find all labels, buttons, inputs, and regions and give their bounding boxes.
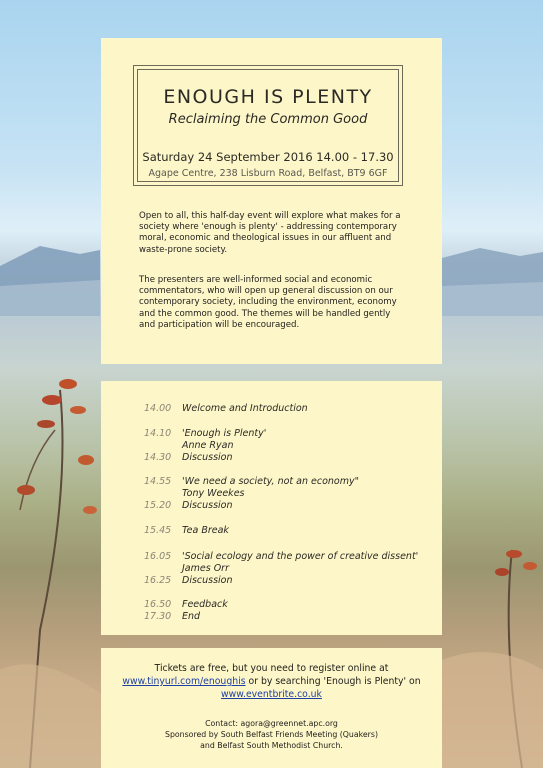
programme-time: 16.50 bbox=[144, 599, 172, 610]
programme-item bbox=[144, 476, 434, 488]
programme-text: 'Social ecology and the power of creative dissent' bbox=[182, 551, 419, 562]
programme-text: Tony Weekes bbox=[182, 488, 245, 499]
title-frame bbox=[133, 65, 403, 186]
tickets-line-2: or by searching 'Enough is Plenty' on bbox=[245, 676, 421, 687]
programme-text: Feedback bbox=[182, 599, 228, 610]
eventbrite-link[interactable]: www.eventbrite.co.uk bbox=[221, 689, 322, 700]
programme-item bbox=[144, 575, 434, 587]
programme-text: Tea Break bbox=[182, 525, 229, 536]
programme-item bbox=[144, 500, 434, 512]
event-title: ENOUGH IS PLENTY bbox=[163, 86, 373, 108]
programme-item bbox=[144, 599, 434, 611]
programme-time: 14.10 bbox=[144, 428, 172, 439]
programme-panel bbox=[101, 381, 442, 635]
programme-item bbox=[144, 428, 434, 440]
programme-text: Welcome and Introduction bbox=[182, 403, 308, 414]
programme-item bbox=[144, 452, 434, 464]
programme-time: 17.30 bbox=[144, 611, 172, 622]
programme-item bbox=[144, 525, 434, 537]
programme-text: 'We need a society, not an economy" bbox=[182, 476, 359, 487]
intro-panel bbox=[101, 38, 442, 364]
event-date-time: Saturday 24 September 2016 14.00 - 17.30 bbox=[142, 150, 394, 164]
programme-time: 16.25 bbox=[144, 575, 172, 586]
intro-paragraph-1: Open to all, this half-day event will explore what makes for a society where 'enough is plenty' - addressing contemporary moral, economic and theological issues in our affluent and waste-prone society. bbox=[139, 211, 401, 255]
registration-panel bbox=[101, 648, 442, 768]
programme-text: 'Enough is Plenty' bbox=[182, 428, 267, 439]
tickets-line-1: Tickets are free, but you need to register online at bbox=[154, 663, 389, 674]
event-venue: Agape Centre, 238 Lisburn Road, Belfast, BT9 6GF bbox=[148, 168, 388, 179]
programme-text: Discussion bbox=[182, 575, 233, 586]
programme-text: James Orr bbox=[182, 563, 229, 574]
programme-item bbox=[144, 488, 434, 500]
programme-item bbox=[144, 551, 434, 563]
event-subtitle: Reclaiming the Common Good bbox=[168, 112, 368, 127]
tickets-info bbox=[101, 662, 442, 701]
intro-paragraph-2: The presenters are well-informed social and economic commentators, who will open up general discussion on our contemporary society, including the environment, economy and the common good. The themes will be handled gently and participation will be encouraged. bbox=[139, 275, 397, 330]
programme-time: 16.05 bbox=[144, 551, 172, 562]
foreground-bush-right bbox=[442, 520, 543, 768]
programme-item bbox=[144, 563, 434, 575]
programme-time: 14.30 bbox=[144, 452, 172, 463]
programme-time: 15.20 bbox=[144, 500, 172, 511]
programme-item bbox=[144, 440, 434, 452]
sponsor-line-1: Sponsored by South Belfast Friends Meeting (Quakers) bbox=[165, 730, 378, 739]
programme-text: Discussion bbox=[182, 452, 233, 463]
programme-item bbox=[144, 611, 434, 623]
programme-text: Discussion bbox=[182, 500, 233, 511]
contact-email: Contact: agora@greennet.apc.org bbox=[205, 719, 338, 728]
programme-time: 14.00 bbox=[144, 403, 172, 414]
programme-item bbox=[144, 403, 434, 415]
tinyurl-link[interactable]: www.tinyurl.com/enoughis bbox=[122, 676, 246, 687]
programme-time: 14.55 bbox=[144, 476, 172, 487]
programme-time: 15.45 bbox=[144, 525, 172, 536]
sponsor-line-2: and Belfast South Methodist Church. bbox=[200, 741, 343, 750]
contact-info bbox=[101, 718, 442, 751]
programme-text: Anne Ryan bbox=[182, 440, 234, 451]
programme-text: End bbox=[182, 611, 201, 622]
foreground-bush-left bbox=[0, 370, 110, 768]
